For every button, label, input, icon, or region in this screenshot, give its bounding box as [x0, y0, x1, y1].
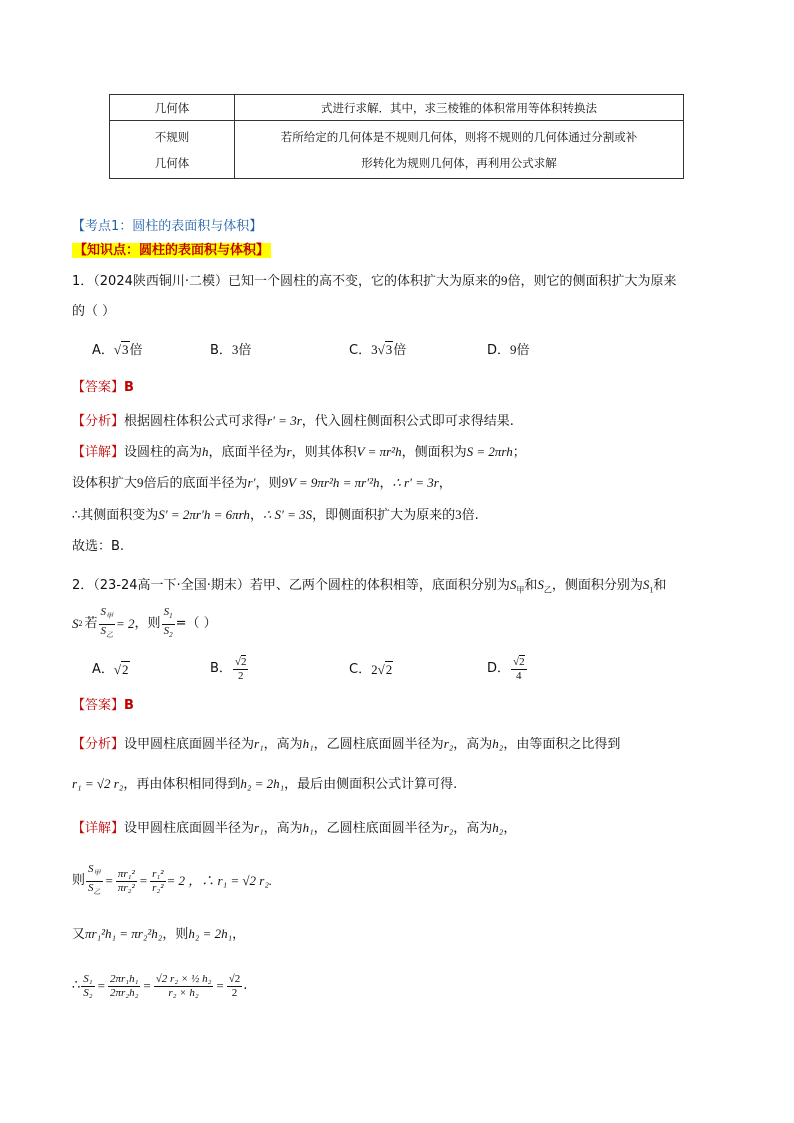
sqrt-symbol: √3: [377, 342, 393, 357]
text: 倍.: [461, 508, 479, 523]
sqrt-symbol: √3: [113, 342, 129, 357]
q2-detail-line1: [72, 819, 516, 838]
numerator: [86, 863, 103, 881]
var: S: [163, 606, 170, 619]
equation: ∴ r′ = 3r: [392, 475, 439, 490]
text: ，: [503, 821, 517, 836]
equation: r′ = 3r: [267, 413, 302, 428]
option-label: C．: [349, 662, 372, 677]
answer-tag: 【答案】: [72, 380, 125, 395]
q1-answer: [72, 379, 134, 397]
q1-source: （2024陕西铜川·二模）: [93, 274, 228, 289]
text: 和: [653, 578, 667, 593]
q1-text: 倍，则它的侧面积扩大为原来: [507, 274, 677, 289]
var: r₁: [254, 820, 264, 835]
numerator: [99, 606, 116, 624]
sqrt-symbol: √2: [377, 662, 393, 677]
option-label: A．: [92, 662, 114, 677]
q2-option-d[interactable]: [487, 650, 528, 688]
option-unit: 倍: [516, 343, 530, 358]
equals-sign: =: [143, 978, 151, 993]
var: r₁: [254, 736, 264, 751]
var: r₂: [443, 820, 454, 835]
q2-option-b[interactable]: [210, 650, 249, 688]
radicand: 2: [385, 662, 393, 677]
radicand: 3: [122, 342, 129, 357]
q1-option-c[interactable]: [349, 341, 406, 360]
q1-detail-line3: [72, 506, 479, 525]
text: 若: [84, 616, 98, 631]
num: 9: [137, 475, 144, 490]
fraction: [108, 973, 140, 1000]
answer-value: B: [124, 380, 134, 395]
var: r₂: [443, 736, 454, 751]
fraction: [227, 973, 243, 1000]
text: ，最后由侧面积公式计算可得.: [284, 777, 458, 792]
subscript: 甲: [516, 585, 525, 595]
text: ，: [232, 927, 246, 942]
q1-option-d[interactable]: [487, 341, 530, 360]
text: ，则: [162, 927, 189, 942]
option-label: B．: [210, 661, 232, 676]
subscript: 2: [78, 619, 83, 628]
equation: h₂ = 2h₁: [188, 926, 233, 941]
q1-choose: 故选：B.: [72, 539, 125, 554]
analysis-tag: 【分析】: [72, 414, 125, 429]
zhishidian-header: [72, 242, 271, 260]
var: h₁: [302, 820, 314, 835]
numerator: √2: [234, 655, 247, 668]
equals-sign: =: [216, 978, 224, 993]
text: ，高为: [263, 821, 303, 836]
subscript: 甲: [93, 869, 101, 878]
text: ，高为: [453, 737, 493, 752]
var: S: [88, 881, 94, 894]
var: S: [88, 863, 94, 876]
fraction: [154, 973, 214, 1000]
equation: 9V = 9πr²h = πr′²h: [281, 475, 380, 490]
text: ，高为: [263, 737, 303, 752]
methods-table: [109, 94, 684, 179]
text: 设甲圆柱底面圆半径为: [124, 821, 255, 836]
text: ，乙圆柱底面圆半径为: [313, 821, 444, 836]
var: h₂: [492, 736, 504, 751]
q2-detail-line4: [72, 962, 247, 1010]
q2-stem: [72, 576, 666, 600]
answer-tag: 【答案】: [72, 698, 125, 713]
option-unit: 倍: [393, 343, 407, 358]
var: h₂: [492, 820, 504, 835]
denominator: r₂ × h₂: [168, 986, 199, 999]
q1-text: 已知一个圆柱的高不变，它的体积扩大为原来的: [228, 274, 502, 289]
subscript: 甲: [106, 612, 114, 621]
text: ，则: [134, 616, 161, 631]
fraction: [162, 606, 175, 641]
text: ，即侧面积扩大为原来的: [312, 508, 456, 523]
text: 若甲、乙两个圆柱的体积相等，底面积分别为: [249, 578, 510, 593]
option-coef: 2: [371, 662, 378, 677]
table-cell: 式进行求解．其中，求三棱锥的体积常用等体积转换法: [235, 95, 684, 121]
subscript: 1: [649, 585, 654, 595]
text: 设圆柱的高为: [124, 445, 203, 460]
denominator: [162, 625, 175, 642]
option-value: 3: [231, 342, 239, 357]
equation: S′ = 2πr′h = 6πrh: [158, 507, 250, 522]
q2-option-a[interactable]: [92, 655, 130, 685]
sqrt-symbol: √2: [113, 662, 129, 677]
text: ∴其侧面积变为: [72, 508, 159, 523]
subscript: 乙: [543, 585, 552, 595]
option-coef: 3: [371, 342, 378, 357]
numerator: √2: [228, 972, 241, 985]
text: ，: [379, 476, 393, 491]
var: S: [72, 616, 79, 631]
answer-value: B: [124, 698, 134, 713]
fraction: [150, 868, 165, 895]
radicand: 2: [122, 662, 129, 677]
denominator: [99, 625, 116, 642]
var: S: [642, 577, 650, 592]
fraction: [86, 863, 103, 898]
var: S: [509, 577, 517, 592]
q2-analysis-line2: [72, 775, 457, 794]
q1-analysis: [72, 412, 514, 431]
text: ，再由体积相同得到: [123, 777, 241, 792]
text: ，由等面积之比得到: [503, 737, 621, 752]
detail-tag: 【详解】: [72, 445, 125, 460]
q1-num: 9: [501, 273, 508, 288]
option-label: D．: [487, 661, 511, 676]
radicand: 3: [385, 342, 393, 357]
denominator: 2: [237, 669, 244, 682]
text: 设体积扩大: [72, 476, 138, 491]
text: ，底面半径为: [208, 445, 287, 460]
table-cell: [235, 121, 684, 179]
var: S: [537, 577, 544, 592]
subscript: 1: [169, 612, 173, 621]
text: 则: [72, 873, 86, 888]
text: ，则: [255, 476, 282, 491]
text: ，侧面积分别为: [551, 578, 643, 593]
cell-line: 不规则: [154, 129, 190, 144]
denominator: 2: [231, 986, 238, 999]
var: r′: [247, 475, 256, 490]
table-cell: [110, 121, 235, 179]
subscript: 乙: [93, 887, 101, 896]
option-unit: 倍: [129, 343, 143, 358]
option-label: B．: [210, 343, 232, 358]
q1-detail-line1: [72, 443, 526, 462]
equation: πr₁²h₁ = πr₂²h₂: [85, 926, 163, 941]
fraction: [99, 606, 116, 641]
text: ；: [512, 445, 526, 460]
denominator: πr₂²: [117, 881, 135, 894]
var: S: [163, 624, 170, 637]
numerator: S₁: [83, 972, 93, 985]
option-label: C．: [349, 343, 372, 358]
q2-analysis-line1: [72, 735, 620, 754]
q2-detail-line3: [72, 925, 245, 944]
cell-line: 若所给定的几何体是不规则几何体，则将不规则的几何体通过分割或补: [280, 129, 638, 144]
subscript: 2: [169, 630, 173, 639]
equation: r₁ = √2 r₂: [72, 776, 124, 791]
fraction: [511, 656, 527, 683]
text: 和: [524, 578, 538, 593]
num: 3: [455, 507, 462, 522]
option-unit: 倍: [238, 343, 252, 358]
q1-option-a[interactable]: [92, 341, 143, 360]
q2-option-c[interactable]: [349, 655, 393, 685]
numerator: 2πr₁h₁: [109, 972, 139, 985]
text: ，侧面积为: [401, 445, 467, 460]
kaodian-header: 【考点1：圆柱的表面积与体积】: [72, 219, 263, 234]
numerator: √2 r₂ × ½ h₂: [155, 972, 212, 985]
q2-detail-line2: [72, 862, 272, 900]
cell-line: 形转化为规则几何体，再利用公式求解: [361, 155, 557, 170]
equation: S = 2πrh: [466, 444, 513, 459]
var: S: [100, 606, 107, 619]
q1-stem-line2: 的（ ）: [72, 304, 116, 319]
equation: = 2 ，∴ r₁ = √2 r₂.: [166, 873, 273, 888]
equals-sign: =: [139, 873, 148, 888]
var: h: [202, 444, 209, 459]
analysis-tag: 【分析】: [72, 737, 125, 752]
fraction: [116, 868, 137, 895]
fraction: [81, 973, 94, 1000]
subscript: 乙: [106, 630, 114, 639]
numerator: [162, 606, 175, 624]
numerator: πr₁²: [117, 867, 135, 880]
equation: = 2: [116, 616, 135, 631]
q1-option-b[interactable]: [210, 341, 251, 360]
text: ，: [438, 476, 452, 491]
text: =（ ）: [175, 616, 217, 631]
q1-number: 1．: [72, 274, 94, 289]
radicand: 2: [519, 655, 525, 668]
text: ，代入圆柱侧面积公式即可求得结果.: [301, 414, 514, 429]
cell-line: 几何体: [154, 155, 190, 170]
text: ，乙圆柱底面圆半径为: [313, 737, 444, 752]
var: S: [100, 624, 107, 637]
var: r: [286, 444, 292, 459]
q1-stem: [72, 272, 677, 291]
text: ，高为: [453, 821, 493, 836]
zhishidian-label: 【知识点：圆柱的表面积与体积】: [74, 243, 270, 258]
text: 又: [72, 927, 86, 942]
option-value: 9: [510, 342, 517, 357]
option-label: D．: [487, 343, 511, 358]
equals-sign: =: [97, 978, 105, 993]
equation: h₂ = 2h₁: [240, 776, 285, 791]
numerator: r₁²: [152, 867, 164, 880]
q2-answer: [72, 697, 134, 715]
q1-detail-line2: [72, 474, 452, 493]
denominator: [86, 882, 103, 899]
equation: V = πr²h: [356, 444, 402, 459]
q2-stem-line2: [72, 606, 217, 642]
table-cell: 几何体: [110, 95, 235, 121]
text: ，: [249, 508, 263, 523]
denominator: 4: [516, 669, 522, 682]
radicand: 2: [240, 655, 247, 668]
var: h₁: [302, 736, 314, 751]
denominator: 2πr₂h₂: [109, 986, 139, 999]
option-label: A．: [92, 343, 114, 358]
equals-sign: =: [105, 873, 113, 888]
text: ∴: [72, 978, 81, 993]
detail-tag: 【详解】: [72, 821, 125, 836]
q2-number: 2．: [72, 578, 94, 593]
text: 倍后的底面半径为: [143, 476, 248, 491]
denominator: S₂: [83, 986, 93, 999]
text: 根据圆柱体积公式可求得: [124, 414, 268, 429]
q2-source: （23-24高一下·全国·期末）: [93, 578, 250, 593]
text: .: [243, 978, 248, 993]
numerator: √2: [513, 655, 525, 668]
equation: ∴ S′ = 3S: [262, 507, 313, 522]
text: ，则其体积: [291, 445, 357, 460]
text: 设甲圆柱底面圆半径为: [124, 737, 255, 752]
fraction: [233, 656, 249, 683]
denominator: r₂²: [152, 881, 164, 894]
